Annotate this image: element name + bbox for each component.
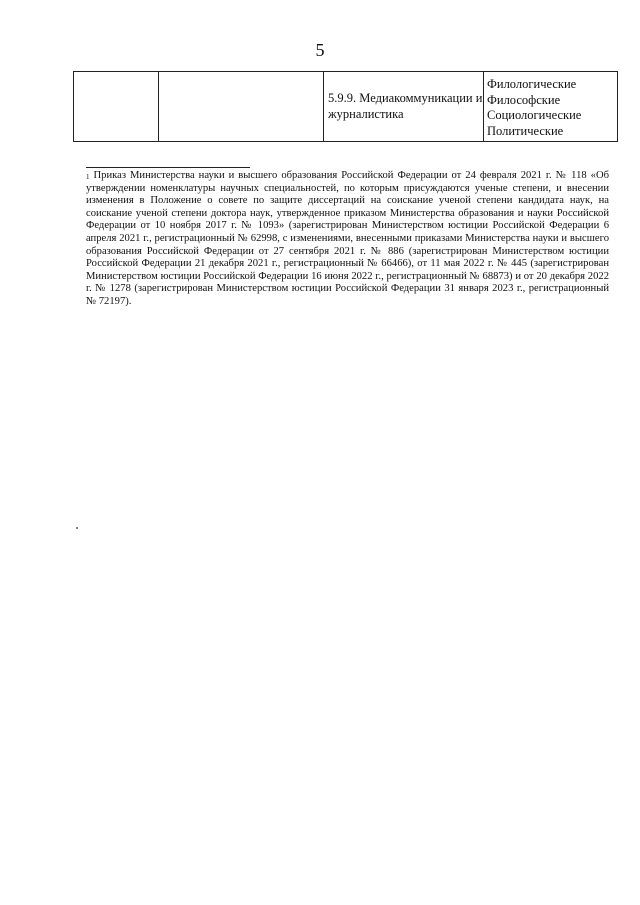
sciences-cell <box>484 72 618 142</box>
footnote-text: Приказ Министерства науки и высшего образования Российской Федерации от 24 февраля 2021 г. № 118 «Об утверждении номенклатуры научных специальностей, по которым присуждаются ученые степени, и внесении изменения в Положение о совете по защите диссертаций на соискание ученой степени кандидата наук, на соискание ученой степени доктора наук, утвержденное приказом Министерства образования и науки Российской Федерации от 10 ноября 2017 г. № 1093» (зарегистрирован Министерством юстиции Российской Федерации 6 апреля 2021 г., регистрационный № 62998, с изменениями, внесенными приказами Министерства науки и высшего образования Российской Федерации от 27 сентября 2021 г. № 886 (зарегистрирован Министерством юстиции Российской Федерации 21 декабря 2021 г., регистрационный № 66466), от 11 мая 2022 г. № 445 (зарегистрирован Министерством юстиции Российской Федерации 16 июня 2022 г., регистрационный № 68873) и от 20 декабря 2022 г. № 1278 (зарегистрирован Министерством юстиции Российской Федерации 31 января 2023 г., регистрационный № 72197). <box>86 170 609 307</box>
page-number: 5 <box>315 40 325 60</box>
table-cell-empty-1 <box>74 72 159 142</box>
table-cell-empty-2 <box>159 72 324 142</box>
scan-speck <box>76 527 78 529</box>
specialty-cell: 5.9.9. Медиакоммуникации и журналистика <box>324 72 484 142</box>
science-item: Социологические <box>487 108 582 122</box>
science-item: Политические <box>487 123 564 138</box>
specialties-table <box>73 71 618 142</box>
footnote <box>86 170 609 309</box>
science-item: Философские <box>487 92 561 107</box>
footnote-separator <box>86 167 250 168</box>
science-item: Филологические <box>487 77 577 91</box>
table-row <box>74 72 618 142</box>
footnote-marker: 1 <box>86 173 90 181</box>
